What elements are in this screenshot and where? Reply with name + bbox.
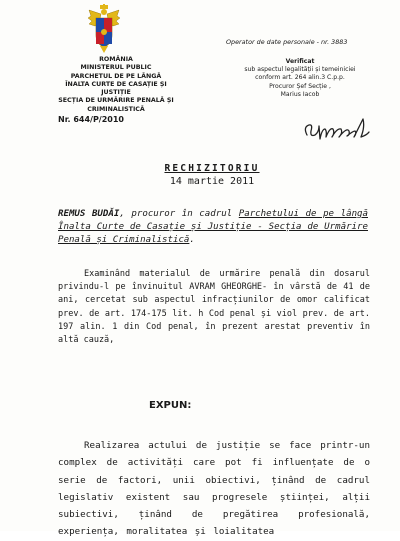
intro-paragraph (58, 208, 368, 246)
verification-line-2: sub aspectul legalității și temeiniciei (244, 66, 356, 74)
institution-header (58, 56, 174, 125)
court-label: ÎNALTA CURTE DE CASAȚIE ȘI JUSTIȚIE (65, 80, 167, 97)
paragraph-examination: Examinând materialul de urmărire penală din dosarul privindu-l pe învinuitul AVRAM GHEORGHE- în vârstă de 41 de ani, cercetat sub aspectul infracțiunilor de omor calificat prev. de art. 174-175 lit. h Cod penal și viol prev. de art. 197 alin. 1 din Cod penal, în prezent arestat preventiv în altă cauză, (58, 269, 370, 346)
verification-block (230, 58, 370, 99)
verification-line-5: Marius Iacob (280, 90, 320, 98)
paragraph-justice: Realizarea actului de justiție se face printr-un complex de activități care pot fi influențate de o serie de factori, unii obiectivi, ținând de cadrul legislativ existent sau progresele științei, alții subiectivi, ținând de pregătirea profesională, experiența, moralitatea și loialitatea (58, 440, 370, 538)
prosecutor-name: REMUS BUDĂI (58, 209, 120, 219)
coat-of-arms-icon (87, 4, 121, 54)
section-label: SECȚIA DE URMĂRIRE PENALĂ ȘI CRIMINALISTICĂ (58, 97, 174, 113)
intro-end: . (189, 234, 195, 245)
country-label: ROMÂNIA (99, 56, 133, 63)
document-title: RECHIZITORIU (164, 163, 260, 174)
verification-line-4: Procuror Șef Secție , (269, 82, 331, 90)
institution-name: Parchetului de pe lângă Înalta Curte de Casație și Justiție - Secția de Urmărire Penală și Criminalistică (58, 209, 368, 245)
case-number: Nr. 644/P/2010 (58, 115, 124, 125)
intro-text: , procuror în cadrul (119, 209, 239, 219)
operator-note: Operator de date personale - nr. 3883 (226, 38, 348, 46)
ministry-label: MINISTERUL PUBLIC (80, 64, 152, 72)
document-date: 14 martie 2011 (169, 176, 255, 187)
signature-image (297, 115, 377, 149)
section-heading: EXPUN: (149, 400, 192, 411)
verification-title: Verificat (285, 58, 315, 65)
office-label: PARCHETUL DE PE LÂNGĂ (70, 72, 162, 80)
verification-line-3: conform art. 264 alin.3 C.p.p. (255, 74, 345, 82)
